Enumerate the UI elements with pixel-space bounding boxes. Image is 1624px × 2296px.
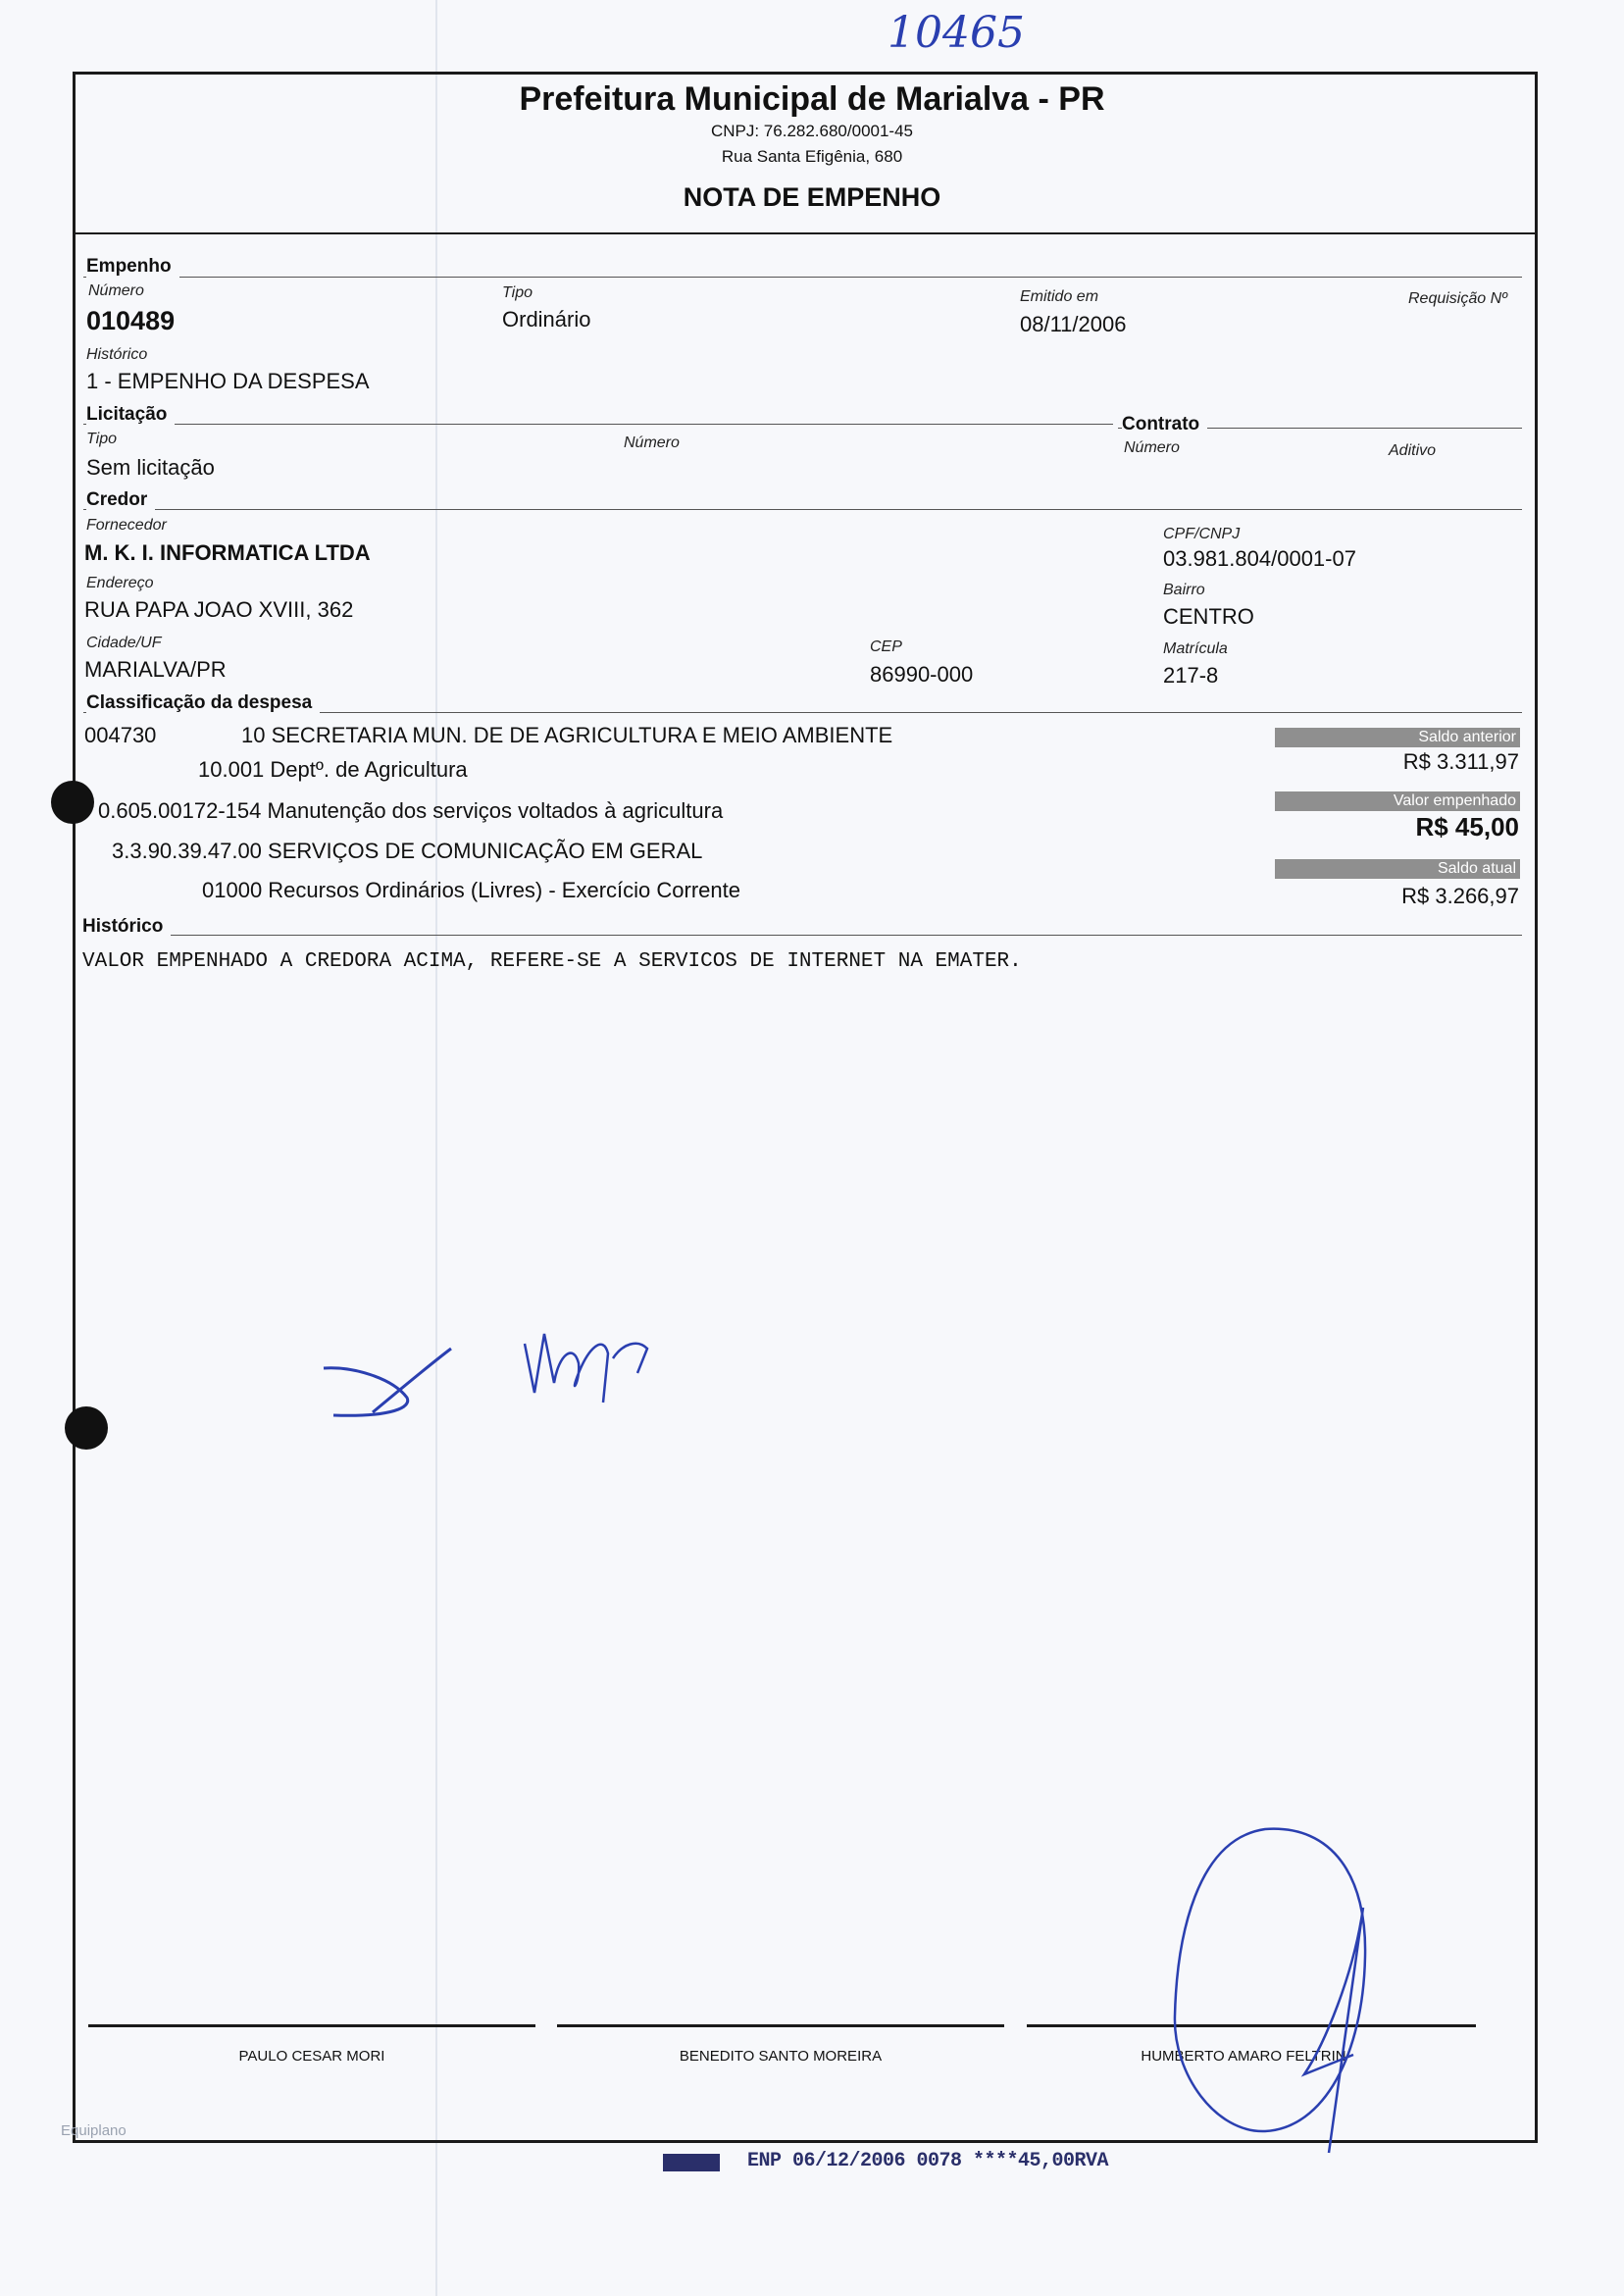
classificacao-recurso: 01000 Recursos Ordinários (Livres) - Exercício Corrente: [202, 878, 740, 902]
valor-empenhado-label: Valor empenhado: [1275, 791, 1520, 811]
contrato-section-title: Contrato: [1122, 414, 1207, 435]
document-title: NOTA DE EMPENHO: [683, 182, 941, 212]
requisicao-label: Requisição Nº: [1408, 290, 1507, 307]
valor-empenhado-value: R$ 45,00: [1415, 812, 1519, 842]
cnpj-line: CNPJ: 76.282.680/0001-45: [710, 122, 914, 140]
handwritten-page-number: 10465: [888, 8, 1025, 58]
licitacao-tipo-label: Tipo: [86, 431, 117, 447]
classificacao-elemento: 3.3.90.39.47.00 SERVIÇOS DE COMUNICAÇÃO EM GERAL: [112, 839, 703, 863]
historico-section-title: Histórico: [82, 916, 171, 938]
signature-name-1: PAULO CESAR MORI: [238, 2048, 385, 2065]
cidade-value: MARIALVA/PR: [84, 657, 227, 682]
signature-line-1: [88, 2024, 535, 2027]
signature-name-2: BENEDITO SANTO MOREIRA: [679, 2048, 883, 2065]
emitido-label: Emitido em: [1020, 288, 1099, 305]
bairro-label: Bairro: [1163, 582, 1205, 598]
empenho-tipo: Ordinário: [502, 307, 591, 332]
classificacao-secretaria: 10 SECRETARIA MUN. DE DE AGRICULTURA E MEIO AMBIENTE: [241, 723, 893, 747]
licitacao-numero-label: Número: [624, 434, 680, 451]
bank-stamp-text: ENP 06/12/2006 0078 ****45,00RVA: [747, 2150, 1109, 2172]
cpf-cnpj-label: CPF/CNPJ: [1163, 526, 1241, 542]
software-credit: Equiplano: [61, 2122, 127, 2139]
cep-value: 86990-000: [870, 662, 974, 687]
address-line: Rua Santa Efigênia, 680: [721, 147, 903, 166]
classificacao-section-title: Classificação da despesa: [86, 692, 320, 714]
bairro-value: CENTRO: [1163, 604, 1254, 629]
licitacao-rule: [83, 424, 1113, 425]
saldo-anterior-label: Saldo anterior: [1275, 728, 1520, 747]
cep-label: CEP: [870, 638, 902, 655]
cidade-label: Cidade/UF: [86, 635, 162, 651]
signature-name-3: HUMBERTO AMARO FELTRIN: [1141, 2048, 1346, 2065]
historico-rule: [83, 935, 1522, 936]
licitacao-tipo: Sem licitação: [86, 455, 215, 480]
classificacao-departamento: 10.001 Deptº. de Agricultura: [198, 757, 468, 782]
bank-stamp-logo: [663, 2154, 720, 2171]
licitacao-section-title: Licitação: [86, 404, 175, 426]
classificacao-code: 004730: [84, 723, 157, 747]
matricula-value: 217-8: [1163, 663, 1219, 688]
contrato-aditivo-label: Aditivo: [1389, 442, 1437, 459]
historico-text: VALOR EMPENHADO A CREDORA ACIMA, REFERE-SE A SERVICOS DE INTERNET NA EMATER.: [82, 950, 1022, 973]
emitido-date: 08/11/2006: [1020, 312, 1127, 336]
endereco-value: RUA PAPA JOAO XVIII, 362: [84, 597, 354, 622]
empenho-tipo-label: Tipo: [502, 284, 533, 301]
handwritten-initials: [520, 1314, 657, 1422]
fornecedor-name: M. K. I. INFORMATICA LTDA: [84, 540, 371, 565]
signature-line-2: [557, 2024, 1004, 2027]
matricula-label: Matrícula: [1163, 640, 1228, 657]
handwritten-signature: [1157, 1819, 1393, 2163]
empenho-historico: 1 - EMPENHO DA DESPESA: [86, 369, 370, 393]
credor-section-title: Credor: [86, 489, 155, 511]
punch-hole-bottom: [65, 1406, 108, 1450]
saldo-atual-label: Saldo atual: [1275, 859, 1520, 879]
empenho-rule: [83, 277, 1522, 278]
header-divider: [73, 232, 1538, 234]
handwritten-check-mark: [314, 1339, 461, 1427]
classificacao-programa: 0.605.00172-154 Manutenção dos serviços voltados à agricultura: [98, 798, 724, 823]
cpf-cnpj-value: 03.981.804/0001-07: [1163, 546, 1356, 571]
empenho-numero: 010489: [86, 306, 176, 335]
empenho-historico-label: Histórico: [86, 346, 148, 363]
credor-rule: [83, 509, 1522, 510]
endereco-label: Endereço: [86, 575, 154, 591]
empenho-section-title: Empenho: [86, 256, 179, 278]
empenho-numero-label: Número: [88, 282, 144, 299]
contrato-numero-label: Número: [1124, 439, 1180, 456]
fornecedor-label: Fornecedor: [86, 517, 167, 534]
punch-hole-top: [51, 781, 94, 824]
saldo-anterior-value: R$ 3.311,97: [1402, 749, 1519, 774]
municipality-title: Prefeitura Municipal de Marialva - PR: [519, 80, 1105, 118]
saldo-atual-value: R$ 3.266,97: [1401, 884, 1519, 908]
